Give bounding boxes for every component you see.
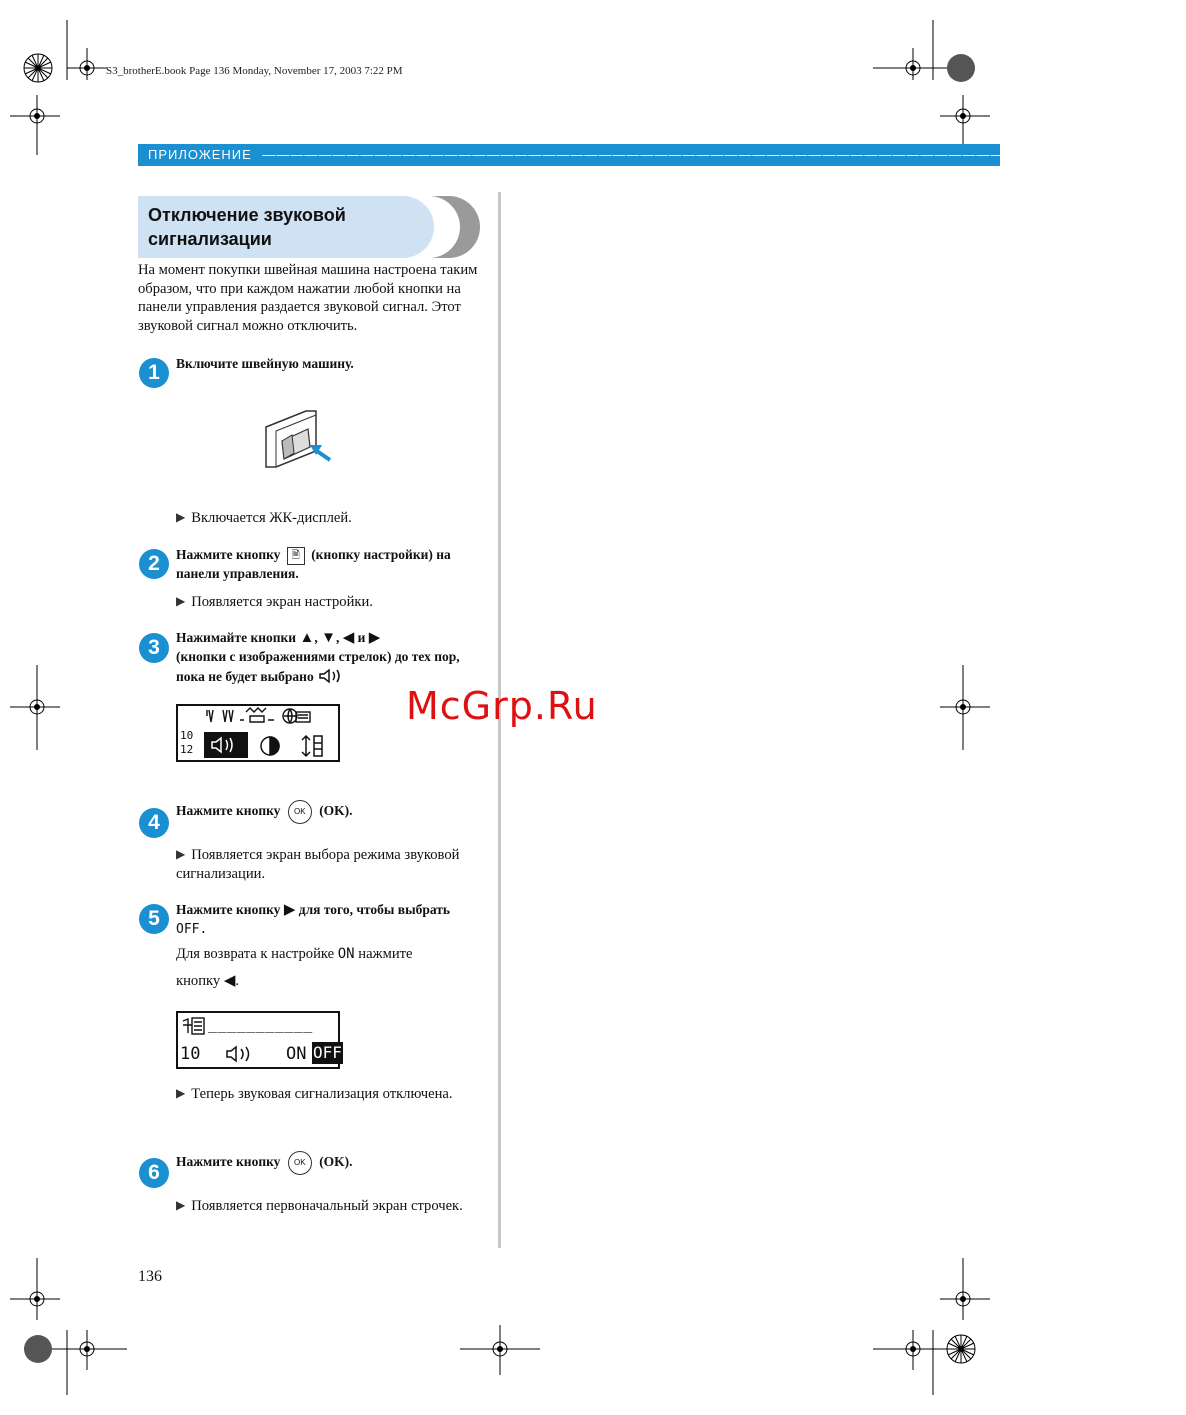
lcd-dash-line: ___________ [208,1015,313,1033]
up-arrow-icon: ▲ [299,630,315,646]
lcd-number: 10 [180,1044,201,1064]
left-arrow-icon: ◀ [223,973,236,989]
ok-button-icon: OK [288,800,312,824]
section-header [138,144,1186,166]
step-2-number: 2 [139,549,169,579]
step-5-note: Для возврата к настройке ON нажмите кнопку ◀. [176,946,413,989]
lcd-speaker-icon [224,1044,258,1064]
page-title: Отключение звуковой сигнализации [148,205,346,249]
lcd-number-bottom: 12 [180,743,194,756]
step-2-result: ▶ Появляется экран настройки. [176,594,373,610]
down-arrow-icon: ▼ [321,630,336,646]
page-number: 136 [138,1268,162,1285]
lcd-off-option: OFF [313,1043,342,1062]
right-arrow-icon: ▶ [283,902,296,918]
step-3-text: Нажимайте кнопки ▲, ▼, ◀ и ▶ (кнопки с изображениями стрелок) до тех пор, пока не будет выбрано [176,630,460,684]
watermark: McGrp.Ru [406,684,598,728]
right-arrow-icon: ▶ [368,630,381,646]
print-header: S3_brotherE.book Page 136 Monday, November 17, 2003 7:22 PM [106,65,403,77]
step-6-number: 6 [139,1158,169,1188]
result-arrow-icon: ▶ [176,594,186,608]
step-1-result: ▶ Включается ЖК-дисплей. [176,510,352,526]
step-6-text: Нажмите кнопку OK (OK). [176,1151,486,1175]
settings-button-icon: 🗎 [287,547,305,565]
result-arrow-icon: ▶ [176,847,186,861]
off-label: OFF. [176,921,208,937]
step-5-number: 5 [139,904,169,934]
lcd-on-option: ON [286,1044,307,1064]
step-3-number: 3 [139,633,169,663]
step-4-text: Нажмите кнопку OK (OK). [176,800,486,824]
result-arrow-icon: ▶ [176,1198,186,1212]
speaker-icon [317,667,345,685]
lcd-machine-icon [180,1015,210,1039]
step-1-text: Включите швейную машину. [176,356,354,371]
buzzer-lcd-screen [176,1011,340,1069]
lcd-settings-icons [178,706,338,760]
section-label: ПРИЛОЖЕНИЕ [148,147,252,162]
left-arrow-icon: ◀ [342,630,355,646]
intro-paragraph: На момент покупки швейная машина настроена таким образом, что при каждом нажатии любой кнопки на панели управления раздается звуковой сигнал. Этот звуковой сигнал можно отключить. [138,262,478,334]
step-2-text: Нажмите кнопку 🗎 (кнопку настройки) на панели управления. [176,547,451,581]
result-arrow-icon: ▶ [176,1086,186,1100]
step-4-number: 4 [139,808,169,838]
on-label: ON [337,946,355,962]
power-switch-illustration [258,405,338,475]
lcd-number-top: 10 [180,729,194,742]
settings-lcd-screen [176,704,340,762]
section-dashes: —————————————————————————————————————————————————————————————————— [262,147,1186,162]
step-4-result: ▶ Появляется экран выбора режима звуковой сигнализации. [176,847,460,882]
result-arrow-icon: ▶ [176,510,186,524]
step-6-result: ▶ Появляется первоначальный экран строчек. [176,1198,463,1214]
step-1-number: 1 [139,358,169,388]
step-5-text: Нажмите кнопку ▶ для того, чтобы выбрать OFF. [176,902,451,937]
ok-button-icon: OK [288,1151,312,1175]
step-5-result: ▶ Теперь звуковая сигнализация отключена. [176,1086,453,1102]
